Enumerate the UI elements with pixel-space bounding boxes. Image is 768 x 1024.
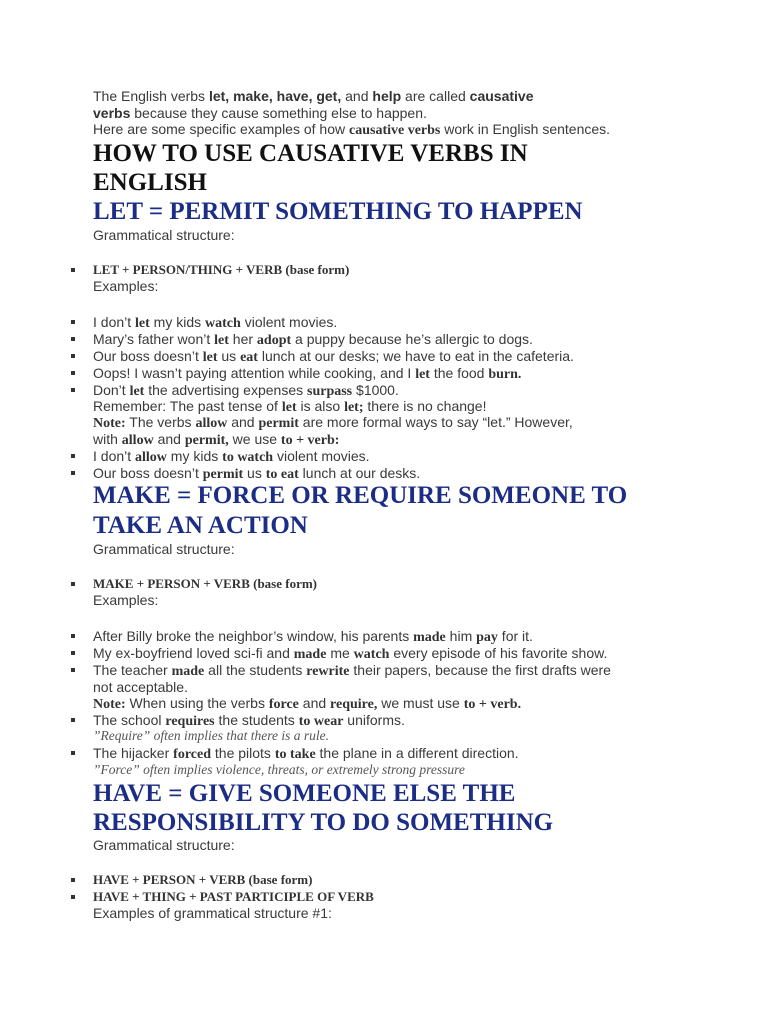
bullet-icon (71, 371, 75, 375)
bullet-icon (71, 388, 75, 392)
bullet-icon (71, 895, 75, 899)
bullet-icon (71, 354, 75, 358)
let-heading: LET = PERMIT SOMETHING TO HAPPEN (93, 198, 583, 225)
bullet-icon (71, 582, 75, 586)
have-structure-label: Grammatical structure: (93, 837, 235, 853)
page-title-line-1: HOW TO USE CAUSATIVE VERBS IN (93, 140, 528, 167)
let-note-2: with allow and permit, we use to + verb: (93, 431, 340, 448)
make-structure: MAKE + PERSON + VERB (base form) (93, 576, 318, 591)
page-title-line-2: ENGLISH (93, 169, 207, 196)
make-example-4-note: ”Require” often implies that there is a rule. (93, 728, 329, 743)
intro-line-1: The English verbs let, make, have, get, and help are called causative (93, 88, 534, 104)
make-heading-line-1: MAKE = FORCE OR REQUIRE SOMEONE TO (93, 482, 628, 509)
have-structure-1: HAVE + PERSON + VERB (base form) (93, 872, 313, 887)
make-example-4: The school requires the students to wear uniforms. (93, 712, 405, 729)
intro-line-3: Here are some specific examples of how causative verbs work in English sentences. (93, 121, 611, 138)
make-heading-line-2: TAKE AN ACTION (93, 512, 308, 539)
make-example-5: The hijacker forced the pilots to take the plane in a different direction. (93, 745, 519, 762)
bullet-icon (71, 320, 75, 324)
make-example-3: The teacher made all the students rewrite their papers, because the first drafts were (93, 662, 611, 679)
let-example-1: I don’t let my kids watch violent movies. (93, 314, 338, 331)
bullet-icon (71, 751, 75, 755)
bullet-icon (71, 651, 75, 655)
let-example-7: Our boss doesn’t permit us to eat lunch at our desks. (93, 465, 421, 482)
make-example-3-cont: not acceptable. (93, 679, 188, 695)
make-example-5-note: ”Force” often implies violence, threats, or extremely strong pressure (93, 762, 465, 777)
let-structure-label: Grammatical structure: (93, 227, 235, 243)
let-note-1: Note: The verbs allow and permit are more formal ways to say “let.” However, (93, 414, 573, 431)
let-remember: Remember: The past tense of let is also let; there is no change! (93, 398, 487, 415)
bullet-icon (71, 634, 75, 638)
bullet-icon (71, 337, 75, 341)
bullet-icon (71, 471, 75, 475)
intro-line-2: verbs because they cause something else to happen. (93, 105, 427, 121)
let-example-4: Oops! I wasn’t paying attention while cooking, and I let the food burn. (93, 365, 522, 382)
bullet-icon (71, 878, 75, 882)
let-examples-label: Examples: (93, 278, 159, 294)
have-examples-label: Examples of grammatical structure #1: (93, 905, 332, 921)
bullet-icon (71, 718, 75, 722)
let-example-2: Mary’s father won’t let her adopt a puppy because he’s allergic to dogs. (93, 331, 533, 348)
bullet-icon (71, 668, 75, 672)
let-structure: LET + PERSON/THING + VERB (base form) (93, 262, 350, 277)
make-structure-label: Grammatical structure: (93, 541, 235, 557)
make-example-1: After Billy broke the neighbor’s window, his parents made him pay for it. (93, 628, 533, 645)
let-example-3: Our boss doesn’t let us eat lunch at our desks; we have to eat in the cafeteria. (93, 348, 574, 365)
have-heading-line-1: HAVE = GIVE SOMEONE ELSE THE (93, 780, 516, 807)
let-example-5: Don’t let the advertising expenses surpass $1000. (93, 382, 399, 399)
bullet-icon (71, 268, 75, 272)
make-examples-label: Examples: (93, 592, 159, 608)
bullet-icon (71, 454, 75, 458)
make-note: Note: When using the verbs force and require, we must use to + verb. (93, 695, 522, 712)
make-example-2: My ex-boyfriend loved sci-fi and made me watch every episode of his favorite show. (93, 645, 608, 662)
have-structure-2: HAVE + THING + PAST PARTICIPLE OF VERB (93, 889, 374, 904)
let-example-6: I don’t allow my kids to watch violent movies. (93, 448, 370, 465)
have-heading-line-2: RESPONSIBILITY TO DO SOMETHING (93, 809, 554, 836)
